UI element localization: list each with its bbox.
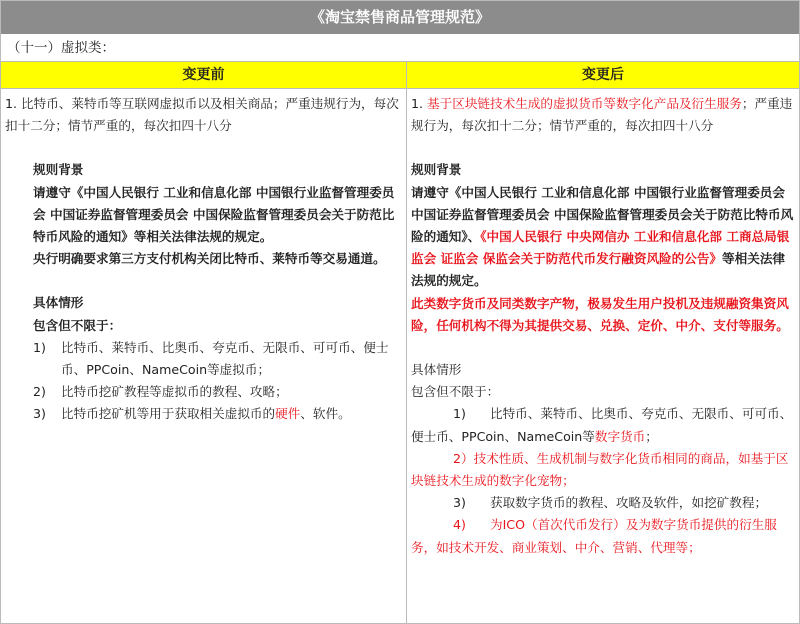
after-item-4-text: 为ICO（首次代币发行）及为数字货币提供的衍生服务，如技术开发、商业策划、中介、营销、代理等； bbox=[411, 517, 777, 555]
before-item-1 bbox=[5, 337, 400, 381]
after-bg-text bbox=[411, 182, 797, 293]
after-item-1 bbox=[411, 403, 797, 447]
before-bg-text: 请遵守《中国人民银行 工业和信息化部 中国银行业监督管理委员会 中国证券监督管理委员会 中国保险监督管理委员会关于防范比特币风险的通知》等相关法律法规的规定。 bbox=[33, 184, 395, 245]
after-item-3 bbox=[411, 492, 797, 514]
after-item-1-num: 1) bbox=[453, 406, 466, 422]
after-bg-title: 规则背景 bbox=[411, 162, 462, 178]
before-item-2-text: 比特币挖矿教程等虚拟币的教程、攻略； bbox=[61, 384, 288, 400]
after-item-2: 2）技术性质、生成机制与数字化货币相同的商品，如基于区块链技术生成的数字化宠物； bbox=[411, 450, 789, 489]
before-detail-intro: 包含但不限于： bbox=[33, 317, 122, 333]
after-detail-title: 具体情形 bbox=[411, 362, 462, 378]
after-item-1-a: 比特币、莱特币、比奥币、夸克币、无限币、可可币、便士币、PPCoin、NameCoin等 bbox=[411, 406, 793, 444]
after-rule bbox=[411, 93, 797, 137]
after-bg-text-a: 请遵守《中国人民银行 工业和信息化部 中国银行业监督管理委员会 中国证券监督管理委员会 中国保险监督管理委员会关于防范比特币风险的通知》、 bbox=[411, 184, 794, 245]
after-item-1-b: ； bbox=[645, 428, 658, 444]
after-bg-text-red2: 此类数字货币及同类数字产物，极易发生用户投机及违规融资集资风险，任何机构不得为其提供交易、兑换、定价、中介、支付等服务。 bbox=[411, 295, 789, 333]
before-bg-title: 规则背景 bbox=[33, 162, 84, 178]
after-item-3-num: 3) bbox=[453, 495, 466, 511]
before-item-3-text-red: 硬件 bbox=[275, 406, 301, 422]
before-rule: 1. 比特币、莱特币等互联网虚拟币以及相关商品；严重违规行为，每次扣十二分；情节严重的，每次扣四十八分 bbox=[5, 96, 399, 134]
doc-title: 《淘宝禁售商品管理规范》 bbox=[1, 1, 799, 34]
before-item-1-text: 比特币、莱特币、比奥币、夸克币、无限币、可可币、便士币、PPCoin、NameCoin等虚拟币； bbox=[61, 339, 389, 378]
after-rule-red: 基于区块链技术生成的虚拟货币等数字化产品及衍生服务 bbox=[427, 96, 742, 111]
header-after: 变更后 bbox=[406, 62, 799, 89]
after-detail-intro: 包含但不限于： bbox=[411, 384, 500, 400]
after-rule-num: 1. bbox=[411, 96, 428, 111]
after-item-4-num: 4) bbox=[453, 517, 466, 533]
before-item-2-num: 2) bbox=[33, 384, 46, 400]
after-item-3-text: 获取数字货币的教程、攻略及软件，如挖矿教程； bbox=[489, 495, 768, 511]
after-item-4 bbox=[411, 514, 797, 558]
before-item-3 bbox=[5, 403, 400, 425]
after-rule-rest: ；严重违规行为，每次扣十二分；情节严重的，每次扣四十八分 bbox=[411, 96, 793, 134]
after-item-1-red: 数字货币 bbox=[594, 428, 646, 444]
after-bg-text-red: 《中国人民银行 中央网信办 工业和信息化部 工商总局银监会 证监会 保监会关于防范代币发行融资风险的公告》 bbox=[411, 229, 790, 267]
after-bg-text-b: 等相关法律法规的规定。 bbox=[411, 251, 785, 289]
before-cell bbox=[1, 89, 406, 624]
before-detail-title: 具体情形 bbox=[33, 295, 84, 311]
section-label: （十一）虚拟类： bbox=[1, 34, 799, 62]
header-before: 变更前 bbox=[1, 62, 406, 89]
before-bg-text2: 央行明确要求第三方支付机构关闭比特币、莱特币等交易通道。 bbox=[33, 251, 386, 267]
before-item-3-num: 3) bbox=[33, 406, 46, 422]
before-item-3-text-b: 、软件。 bbox=[300, 406, 351, 422]
before-item-2 bbox=[5, 381, 400, 403]
after-cell bbox=[406, 89, 799, 624]
before-item-3-text-a: 比特币挖矿机等用于获取相关虚拟币的 bbox=[61, 406, 276, 422]
before-item-1-num: 1) bbox=[33, 339, 46, 355]
